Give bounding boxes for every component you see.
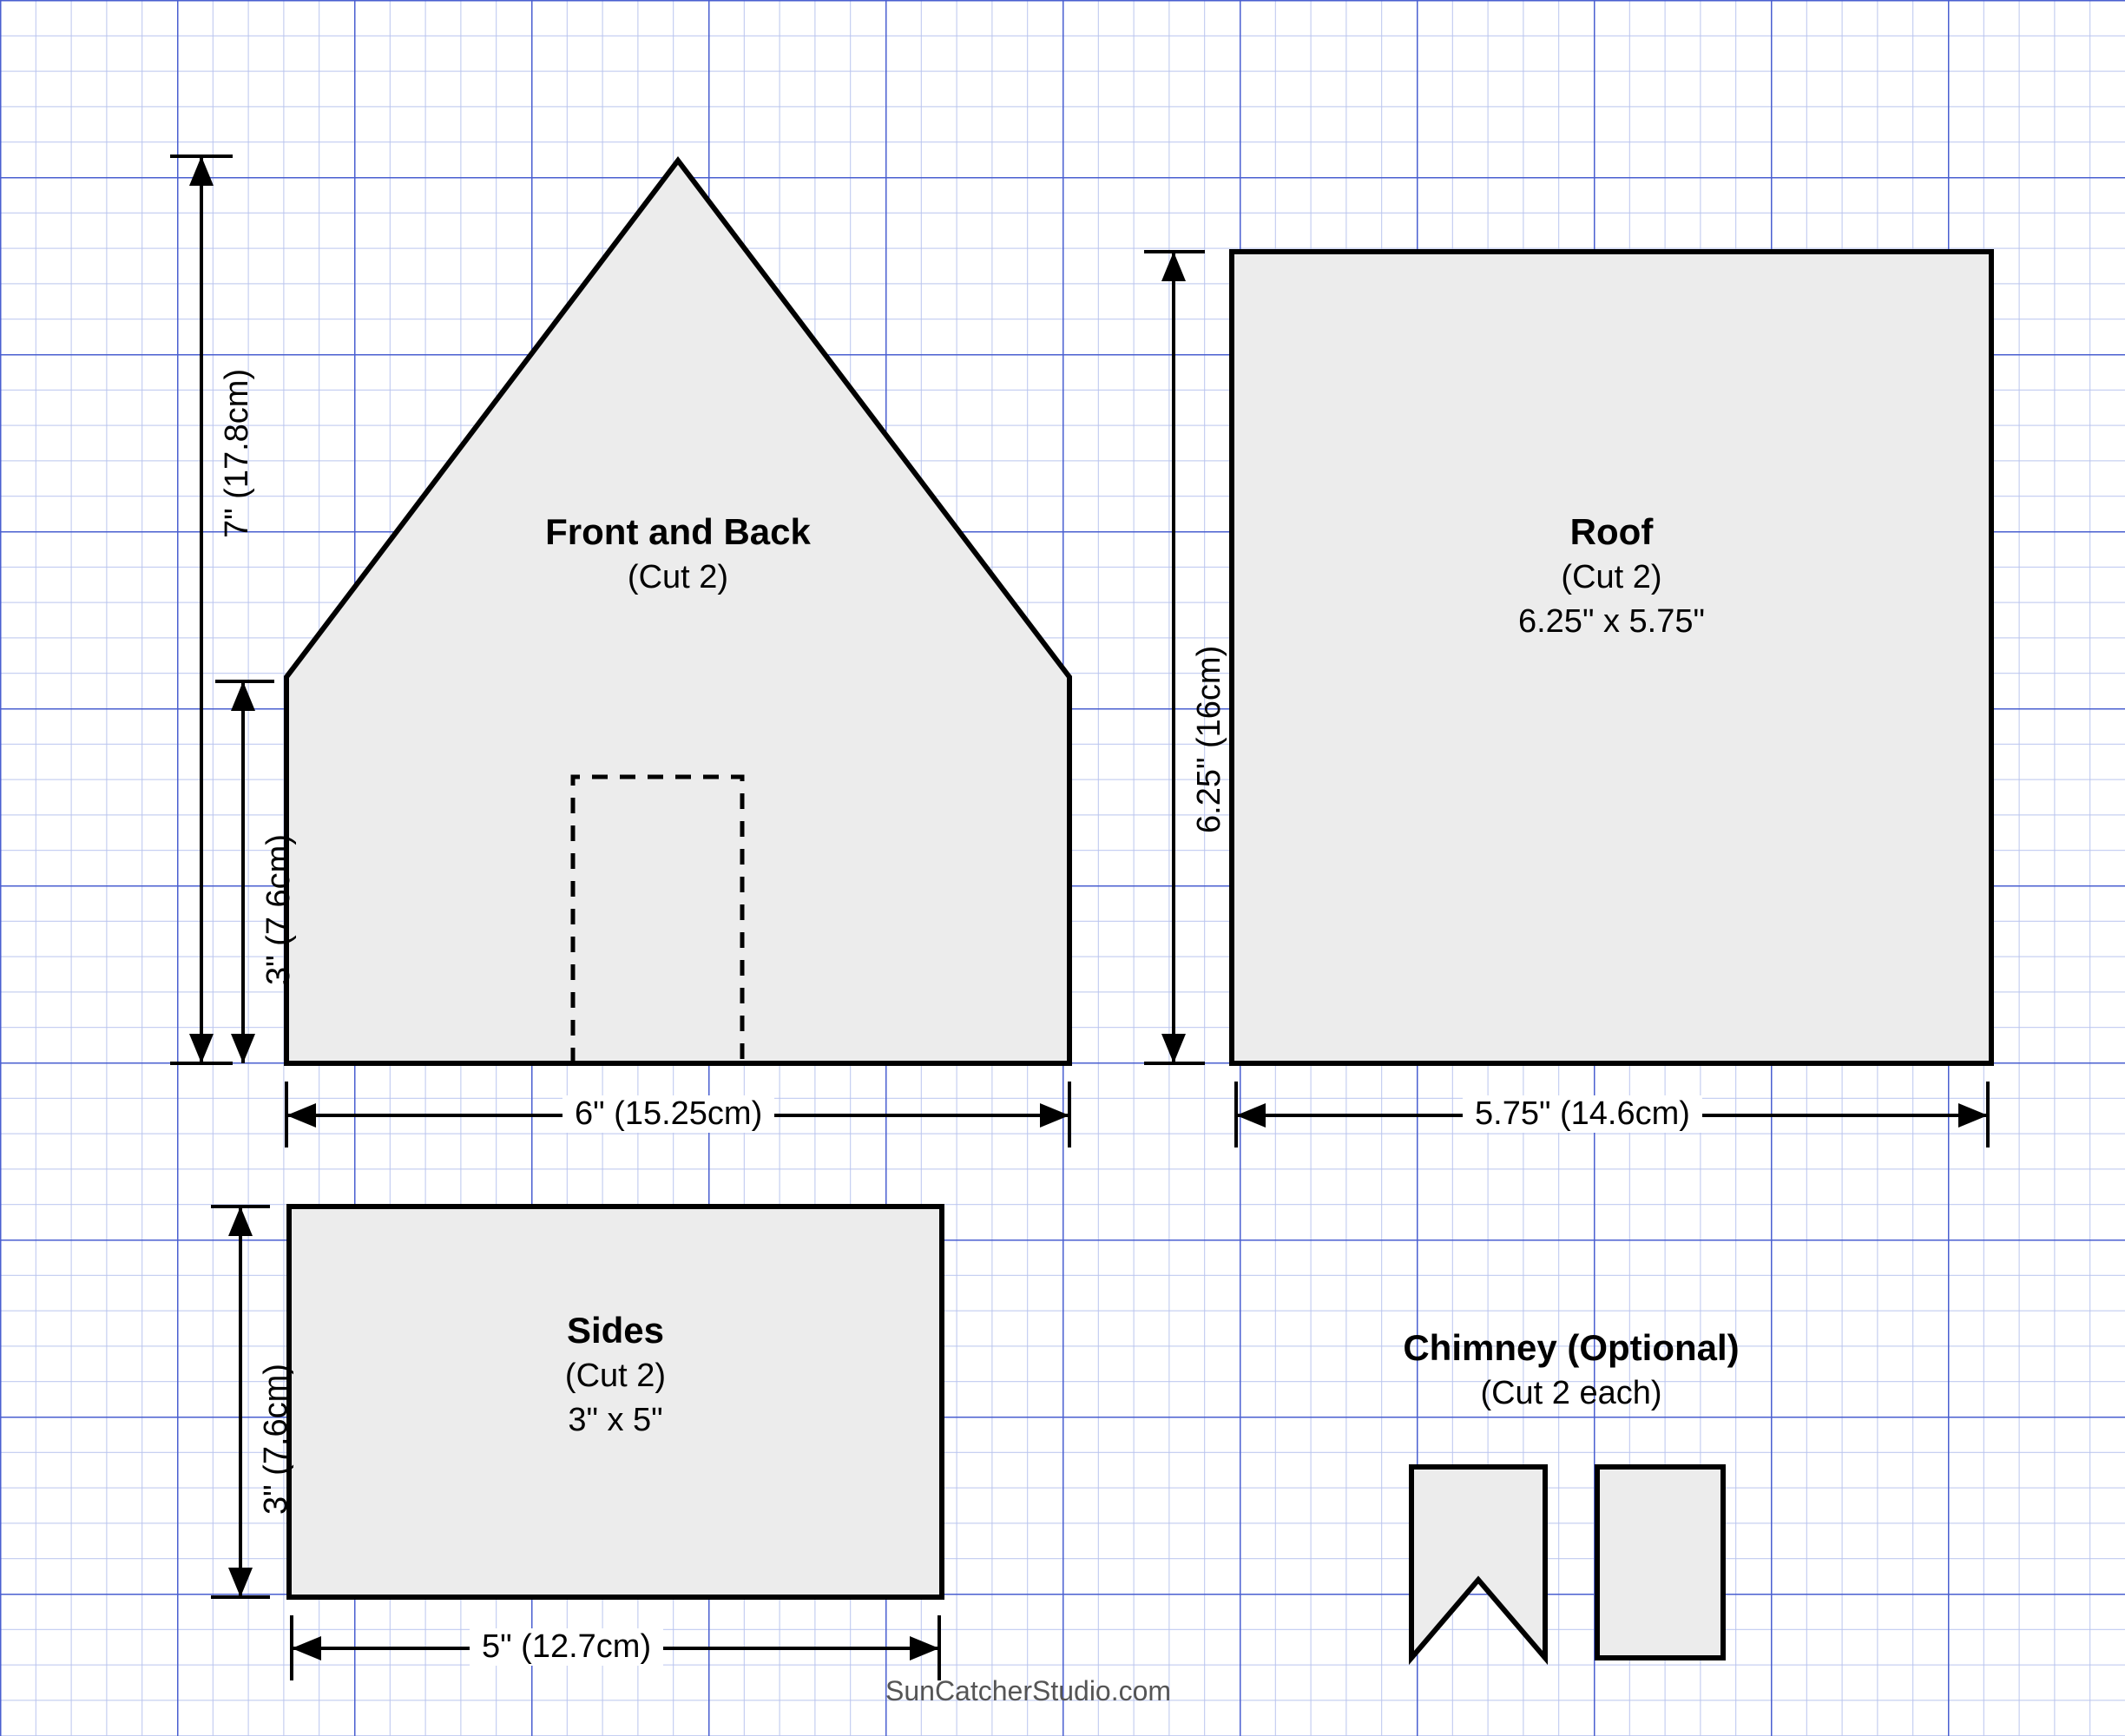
site-credit: SunCatcherStudio.com — [885, 1675, 1172, 1706]
roof-title: Roof — [1569, 511, 1654, 552]
chimney-plain-shape — [1597, 1467, 1723, 1658]
roof-size: 6.25" x 5.75" — [1517, 602, 1705, 640]
chimney-title: Chimney (Optional) — [1403, 1327, 1740, 1368]
sides-title: Sides — [566, 1310, 665, 1351]
sides-cut: (Cut 2) — [564, 1358, 667, 1395]
front-and-back-label — [286, 508, 1069, 600]
roof-cut: (Cut 2) — [1561, 559, 1662, 596]
dim-text-sides-width: 5" (12.7cm) — [470, 1628, 663, 1666]
chimney-notched-shape — [1411, 1467, 1545, 1658]
dim-text-roof-width: 5.75" (14.6cm) — [1463, 1095, 1702, 1133]
dim-front-total-height — [170, 156, 233, 1063]
front-and-back-cut: (Cut 2) — [627, 559, 729, 596]
dim-text-front-wall-height: 3" (7.6cm) — [260, 834, 297, 985]
dim-text-roof-height: 6.25" (16cm) — [1191, 645, 1227, 833]
dim-text-sides-height: 3" (7.6cm) — [258, 1364, 294, 1515]
front-and-back-title: Front and Back — [545, 511, 811, 552]
roof-shape — [1232, 252, 1991, 1063]
sides-size: 3" x 5" — [568, 1401, 663, 1438]
front-and-back-shape — [286, 161, 1069, 1063]
chimney-cut: (Cut 2 each) — [1480, 1375, 1662, 1412]
dim-text-front-total-height: 7" (17.8cm) — [219, 368, 255, 538]
roof-label — [1232, 508, 1991, 643]
sides-label — [289, 1306, 942, 1442]
chimney-label — [1241, 1324, 1901, 1416]
dim-text-front-width: 6" (15.25cm) — [562, 1095, 774, 1133]
